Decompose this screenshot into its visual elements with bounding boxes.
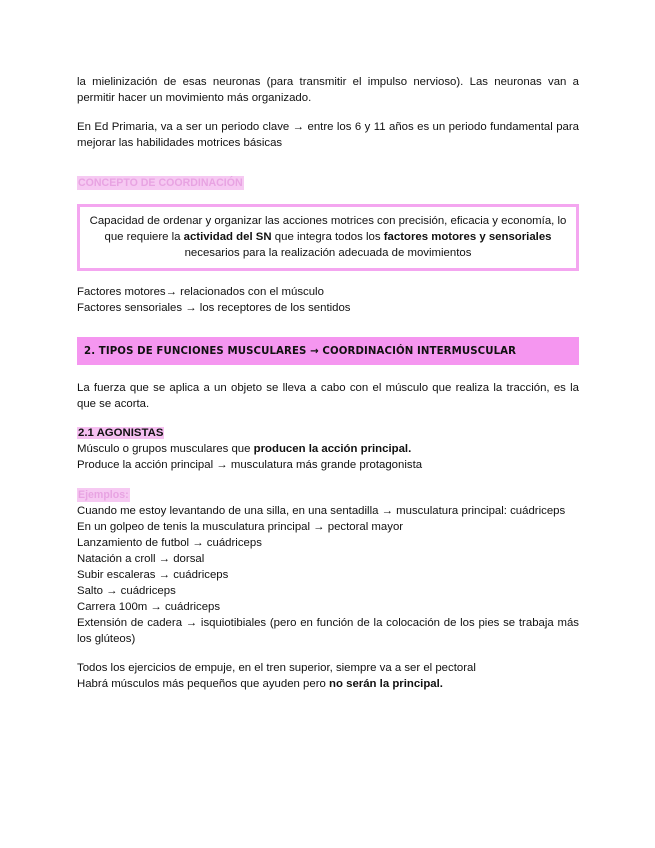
example-item: Natación a croll → dorsal: [77, 553, 205, 565]
agonistas-heading-line: [77, 425, 579, 441]
section-2-intro: La fuerza que se aplica a un objeto se lleva a cabo con el músculo que realiza la tracción, es la que se acorta.: [77, 382, 579, 410]
definition-text-2: que integra todos los: [271, 231, 384, 243]
example-item: Salto → cuádriceps: [77, 585, 176, 597]
definition-bold-2: factores motores y sensoriales: [383, 231, 552, 243]
example-item: En un golpeo de tenis la musculatura principal → pectoral mayor: [77, 521, 404, 533]
intro-paragraph-1: la mielinización de esas neuronas (para transmitir el impulso nervioso). Las neuronas van a permitir hacer un movimiento más organizado.: [77, 76, 579, 104]
concepto-heading-line: [77, 175, 579, 191]
example-item: Extensión de cadera → isquiotibiales (pero en función de la colocación de los pies se trabaja más los glúteos): [77, 617, 579, 645]
example-item: Carrera 100m → cuádriceps: [77, 601, 221, 613]
ejemplos-heading: Ejemplos:: [78, 489, 129, 501]
document-page: [77, 74, 579, 692]
definition-bold-1: actividad del SN: [183, 231, 272, 243]
agonistas-line-2: Produce la acción principal → musculatura más grande protagonista: [77, 459, 423, 471]
example-item: Cuando me estoy levantando de una silla, en una sentadilla → musculatura principal: cuádriceps: [77, 505, 566, 517]
closing-line-2-bold: no serán la principal.: [329, 678, 443, 690]
factor-motor-line: Factores motores→ relacionados con el músculo: [77, 286, 324, 298]
agonistas-definition-bold: producen la acción principal.: [253, 443, 412, 455]
definition-text-3: necesarios para la realización adecuada de movimientos: [184, 247, 472, 259]
closing-line-2: [77, 676, 579, 692]
closing-line-2-text: Habrá músculos más pequeños que ayuden pero: [77, 678, 330, 690]
example-item: Lanzamiento de futbol → cuádriceps: [77, 537, 262, 549]
factor-sensorial-line: Factores sensoriales → los receptores de los sentidos: [77, 302, 351, 314]
definition-text-1: Capacidad de ordenar y organizar las acciones motrices con precisión, eficacia y economía, lo que requiere la: [89, 215, 567, 243]
ejemplos-heading-line: [77, 487, 579, 503]
intro-paragraph-2: En Ed Primaria, va a ser un periodo clave → entre los 6 y 11 años es un periodo fundamental para mejorar las habilidades motrices básicas: [77, 121, 579, 149]
closing-line-1: Todos los ejercicios de empuje, en el tren superior, siempre va a ser el pectoral: [77, 662, 476, 674]
section-2-title: 2. TIPOS DE FUNCIONES MUSCULARES → COORDINACIÓN INTERMUSCULAR: [84, 345, 517, 357]
agonistas-definition: [77, 441, 579, 457]
agonistas-heading: 2.1 AGONISTAS: [78, 427, 164, 439]
definition-box: [77, 204, 579, 271]
agonistas-definition-text: Músculo o grupos musculares que: [77, 443, 254, 455]
concepto-heading: CONCEPTO DE COORDINACIÓN: [78, 177, 243, 189]
section-2-heading: [77, 337, 579, 365]
example-item: Subir escaleras → cuádriceps: [77, 569, 229, 581]
